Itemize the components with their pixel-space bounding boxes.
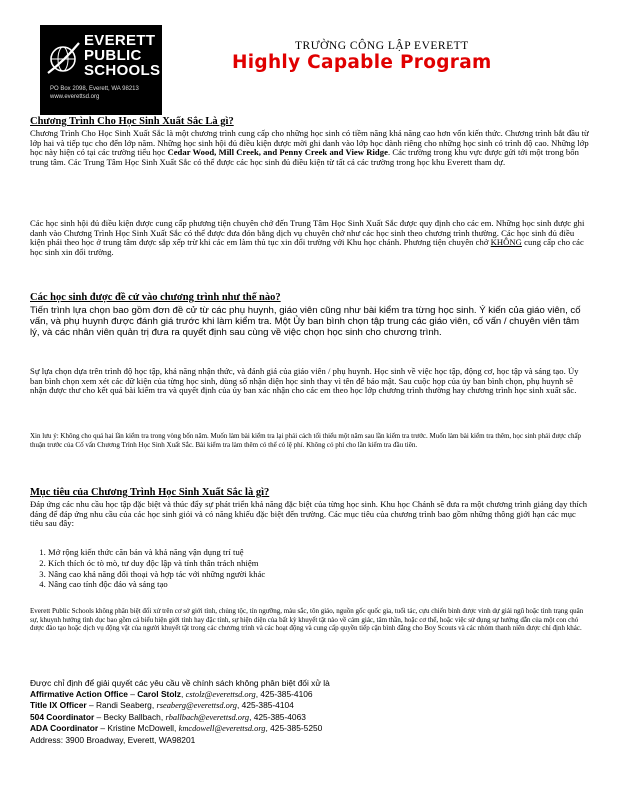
contact-row: Title IX Officer – Randi Seaberg, rseaberg@everettsd.org, 425-385-4104 [30,700,294,710]
section2-paragraph2: Sự lựa chọn dựa trên trình độ học tập, khả năng nhận thức, và đánh giá của giáo viên / phụ huynh. Học sinh về việc học tập, động cơ, học tập và sáng tạo. Ủy ban bình chọn xem xét các dữ kiện của từng học sinh, dùng số nhận diện học sinh thay vì tên để bảo mật. Sau cuộc họp của ủy ban bình chọn, phụ huynh sẽ nhận được thư cho kết quả bài kiểm tra và quyết định của ủy ban xác nhận cho các em theo học lớp chương trình thường hay chương trình học sinh xuất sắc. [30,367,579,396]
goal-item: 3. Nâng cao khả năng đối thoại và hợp tác với những người khác [48,569,588,580]
goal-item: 2. Kích thích óc tò mò, tư duy độc lập và tính thân trách nhiệm [48,558,588,569]
contacts-block [30,678,590,788]
goal-item: 4. Nâng cao tính độc đáo và sáng tạo [48,579,588,590]
district-address: Address: 3900 Broadway, Everett, WA98201 [30,734,196,745]
section2-paragraph1: Tiến trình lựa chọn bao gồm đơn đề cử từ các phụ huynh, giáo viên cũng như bài kiểm tra từng học sinh. Ý kiến của giáo viên, cố vấn, và phụ huynh được đánh giá trước khi làm kiểm tra. Một Ủy ban bình chọn tập trung các giáo viên, cố vấn / chuyên viên tâm lý, và các nhân viên quản trị đưa ra quyết định sau cùng về việc chọn học sinh cho chương trình. [30,305,581,339]
email-link[interactable]: cstolz@everettsd.org [185,689,256,699]
section-heading-goals: Mục tiêu của Chương Trình Học Sinh Xuất Sắc là gì? [30,487,270,498]
section2-note: Xin lưu ý: Không cho quá hai lần kiểm tra trong vòng bốn năm. Muốn làm bài kiểm tra lại phải cách tối thiểu một năm sau lần kiểm tra trước. Muốn làm bài kiểm tra thêm, học sinh phải được chấp thuận trước của Cố vấn Chương Trình Học Sinh Xuất Sắc. Bài kiểm tra làm thêm có thể có lệ phí. Không có phí cho lần kiểm tra đầu tiên. [30,432,582,449]
contact-row: 504 Coordinator – Becky Ballbach, rballbach@everettsd.org, 425-385-4063 [30,711,306,722]
section3-paragraph1: Đáp ứng các nhu cầu học tập đặc biệt và thúc đẩy sự phát triển khả năng đặc biệt của từng học sinh. Khu học Chánh sẽ đưa ra một chương trình giảng dạy thích đáng để đáp ứng nhu cầu của các học sinh giỏi và có năng khiếu đặc biệt đến trường. Các mục tiêu của chương trình bao gồm những thông giới hạn các mục tiêu sau đây: [30,500,588,529]
section1-paragraph1: Chương Trình Cho Học Sinh Xuất Sắc là một chương trình cung cấp cho những học sinh có tiềm năng khả năng cao hơn vốn kiến thức. Chương trình bắt đầu từ lớp hai và tiếp tục cho đến lớp năm. Những học sinh hội đủ điều kiện được mời ghi danh vào lớp học dành riêng cho những học sinh có trình độ cao. Những lớp học này hiện có tại các trường tiểu học Cedar Wood, Mill Creek, and Penny Creek and View Ridge. Các trường trong khu vực được gửi tới một trong bốn trung tâm. Các Trung Tâm Học Sinh Xuất Sắc có thể được các học sinh đủ điều kiện từ tất cả các trường trong học khu Everett tham dự. [30,129,589,168]
section-heading-nomination: Các học sinh được đề cử vào chương trình như thế nào? [30,292,281,303]
goals-list [30,547,588,590]
email-link[interactable]: rseaberg@everettsd.org [156,701,237,710]
logo-address: PO Box 2098, Everett, WA 98213 www.everettsd.org [50,86,139,100]
email-link[interactable]: kmcdowell@everettsd.org [178,724,266,733]
district-title: TRƯỜNG CÔNG LẬP EVERETT [295,40,469,52]
program-title: Highly Capable Program [232,52,492,73]
email-link[interactable]: rballbach@everettsd.org [165,712,250,722]
contact-row: ADA Coordinator – Kristine McDowell, kmcdowell@everettsd.org, 425-385-5250 [30,723,323,733]
globe-swoosh-icon [46,39,80,79]
contact-row: Affirmative Action Office – Carol Stolz, cstolz@everettsd.org, 425-385-4106 [30,688,313,699]
district-logo [40,25,162,115]
section1-paragraph2: Các học sinh hội đủ điều kiện được cung cấp phương tiện chuyên chở đến Trung Tâm Học Sinh Xuất Sắc được quy định cho các em. Những học sinh được ghi danh vào Chương Trình Học Sinh Xuất Sắc có thể được đưa đón bằng dịch vụ chuyên chở như các học sinh theo chương trình thường. Các học sinh đủ điều kiện phải theo học ở trung tâm được sắp xếp trừ khi các em làm thủ tục xin đổi trường với Khu học chánh. Phương tiện chuyên chở KHÔNG cung cấp cho các học sinh xin đổi trường. [30,219,585,258]
goal-item: 1. Mở rộng kiến thức căn bản và khả năng vận dụng trí tuệ [48,547,588,558]
contact-intro: Được chỉ định để giải quyết các yêu cầu về chính sách không phân biệt đối xử là [30,678,330,688]
section-heading-what-is: Chương Trình Cho Học Sinh Xuất Sắc Là gì? [30,116,234,127]
logo-wordmark: EVERETT PUBLIC SCHOOLS [84,32,161,79]
nondiscrimination-statement: Everett Public Schools không phân biệt đối xử trên cơ sở giới tính, chủng tộc, tín ngưỡng, màu sắc, tôn giáo, nguồn gốc quốc gia, tuổi tác, cựu chiến binh được vinh dự giải ngũ hoặc tình trạng quân sự, khuynh hướng tình dục bao gồm cả biểu hiện giới tính hay đặc tính, sự hiện diện của bất kỳ khuyết tật nào về cảm giác, tâm thần, hoặc cơ thể, hoặc việc sử dụng sự hướng dẫn của một con chó được đào tạo hoặc dịch vụ động vật của người khuyết tật trong các chương trình và các hoạt động và cung cấp quyền tiếp cận bình đẳng cho Boy Scouts và các nhóm thanh niên được chỉ định khác. [30,607,584,633]
